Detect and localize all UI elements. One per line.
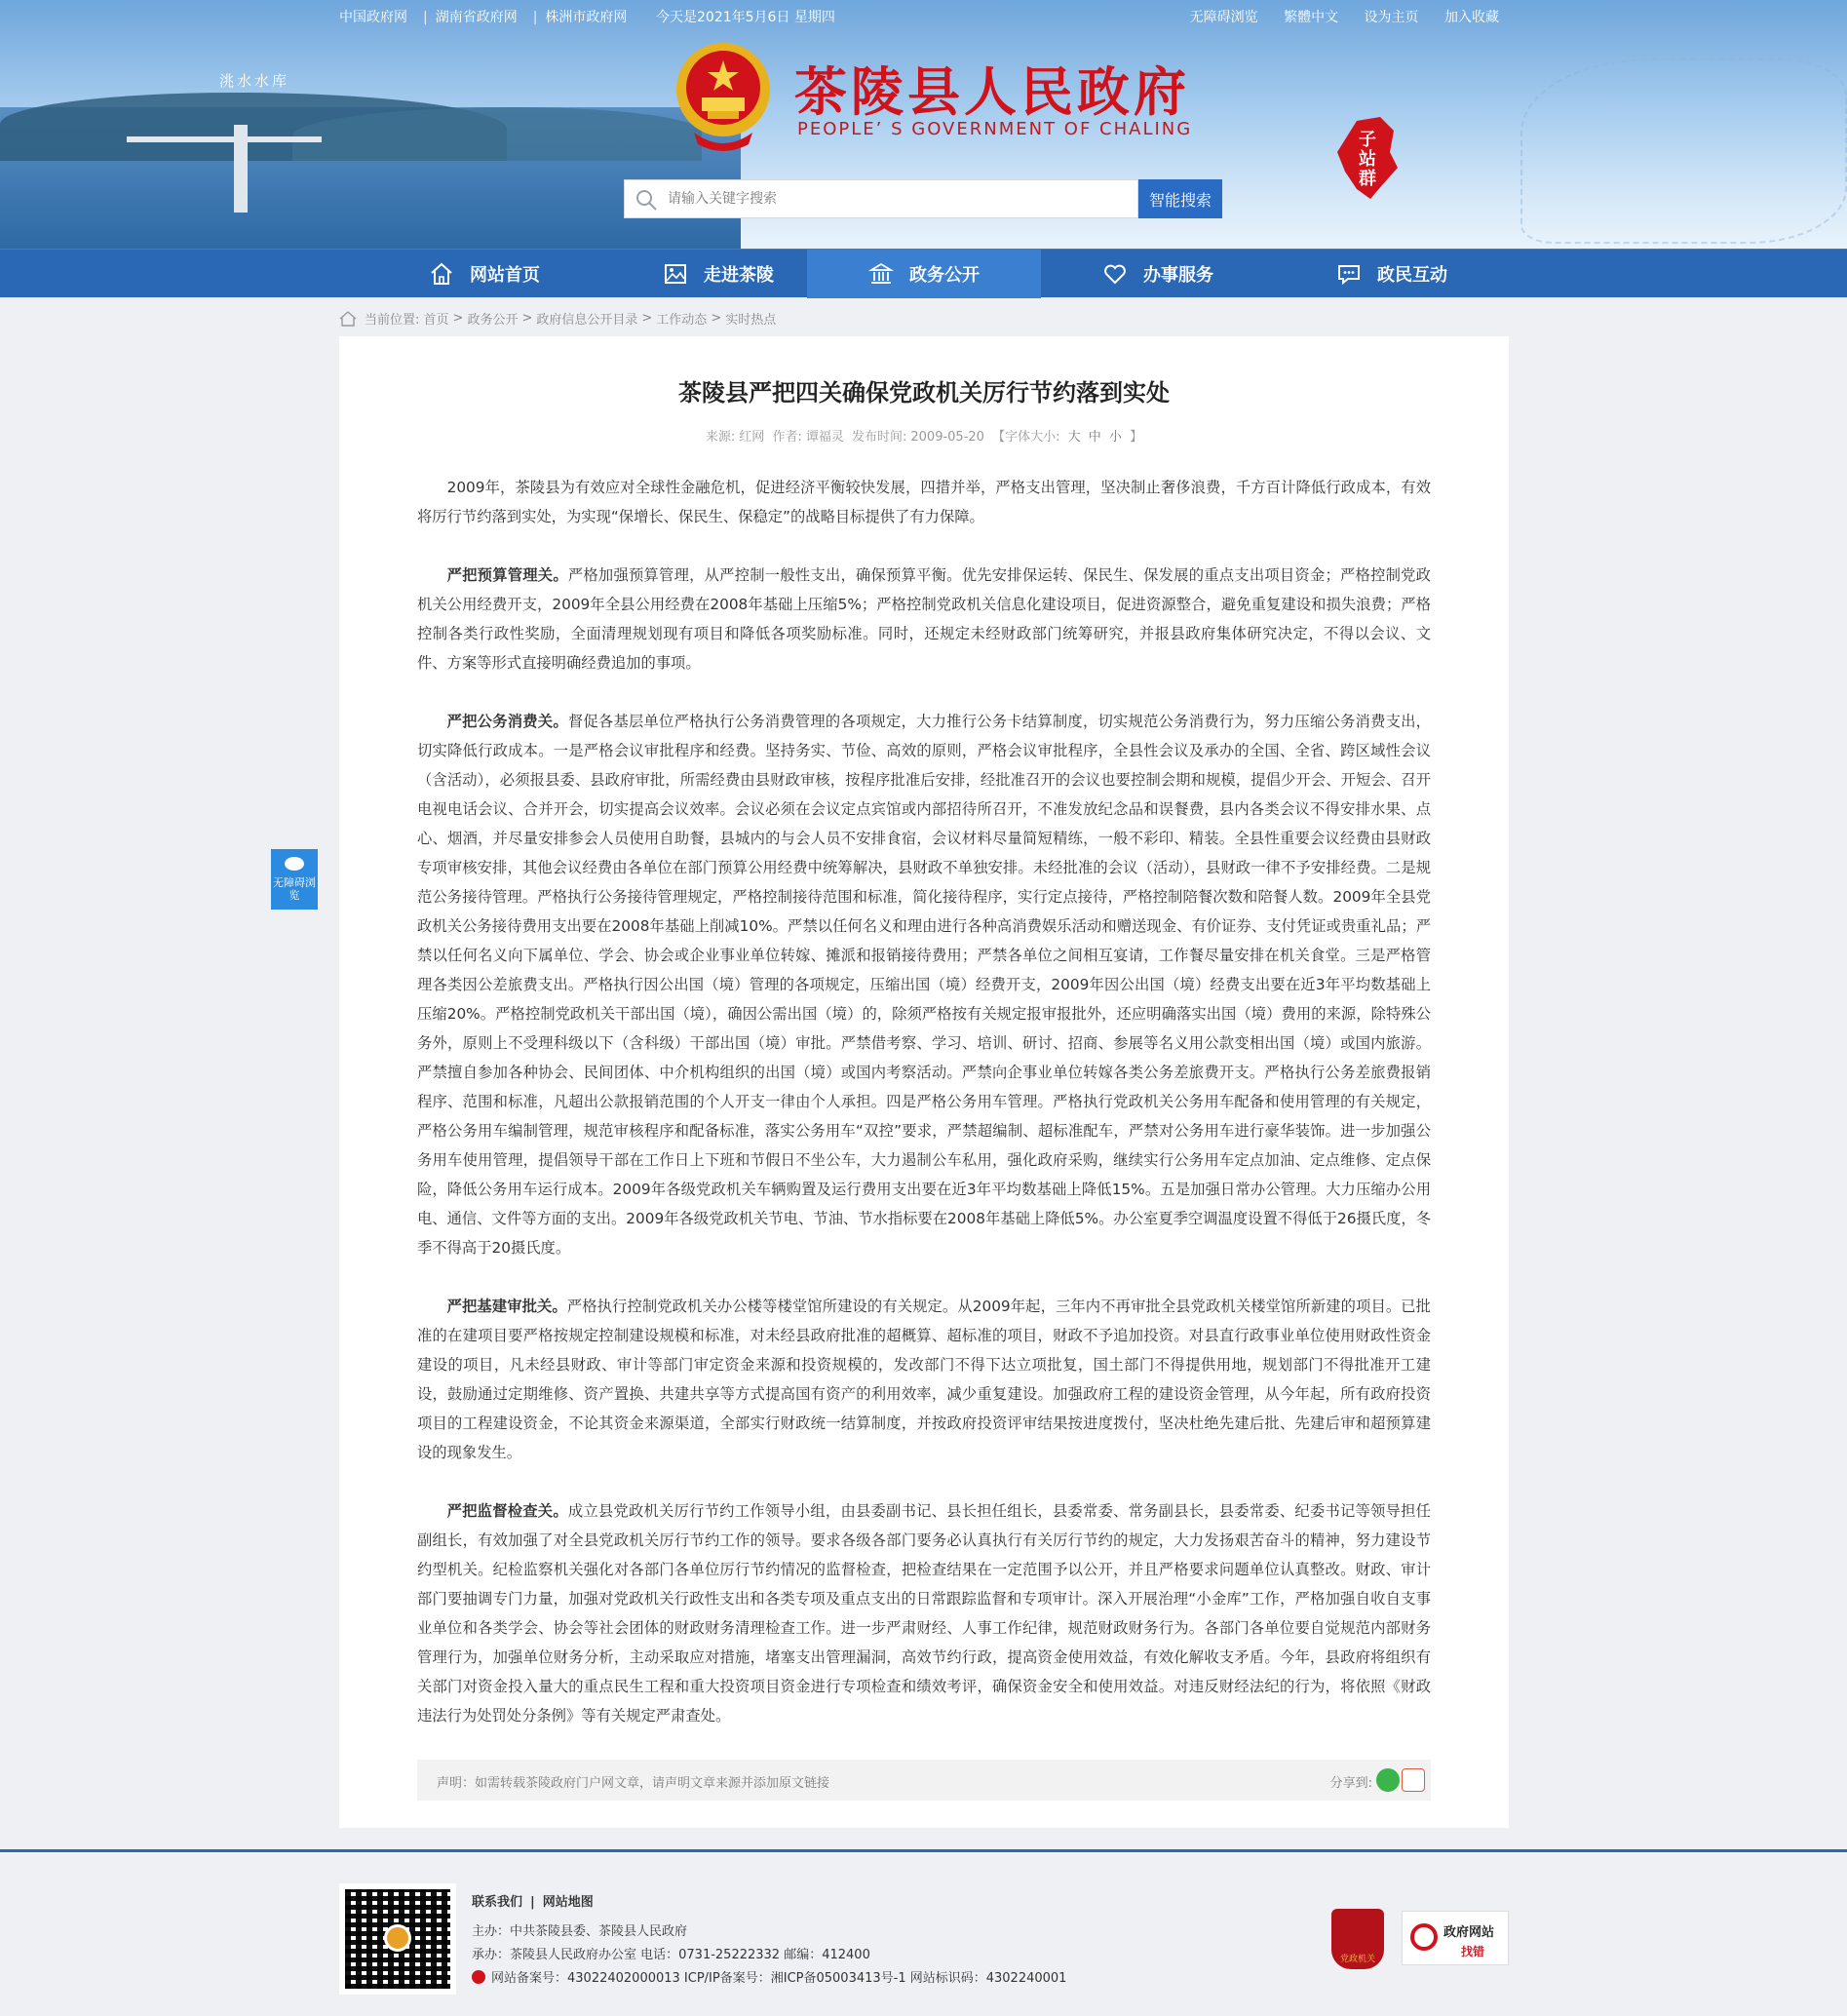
nav-label: 走进茶陵 [704, 265, 774, 286]
reprint-notice [417, 1760, 1431, 1801]
breadcrumb-item[interactable]: 首页 [423, 313, 449, 328]
breadcrumb-separator: > [452, 311, 464, 326]
paragraph-text: 严格执行控制党政机关办公楼等楼堂馆所建设的有关规定。从2009年起，三年内不再审批全县党政机关楼堂馆所新建的项目。已批准的在建项目要严格按规定控制建设规模和标准，对未经县政府批准的超概算、超标准的项目，财政不予追加投资。对县直行政事业单位使用财政性资金建设的项目，凡未经县财政、审计等部门审定资金来源和投资规模的，发改部门不得下达立项批复，国土部门不得提供用地，规划部门不得批准开工建设，鼓励通过定期维修、资产置换、共建共享等方式提高国有资产的利用效率，减少重复建设。加强政府工程的建设资金管理，从今年起，所有政府投资项目的工程建设资金，不论其资金来源渠道，全部实行财政统一结算制度，并按政府投资评审结果按进度拨付，坚决杜绝先建后批、先建后审和超预算建设的现象发生。 [417, 1298, 1431, 1461]
nav-label: 政民互动 [1377, 265, 1447, 286]
search-box [624, 179, 1138, 218]
author-value: 谭福灵 [805, 430, 844, 445]
paragraph-lead: 严把监督检查关。 [446, 1502, 568, 1520]
footer-organizer: 承办：茶陵县人民政府办公室 电话：0731-25222332 邮编：412400 [472, 1948, 870, 1962]
nav-label: 办事服务 [1143, 265, 1213, 286]
top-links [339, 7, 635, 26]
article-paragraph [417, 707, 1431, 1262]
footer-record-text: 网站备案号：43022402000013 ICP/IP备案号：湘ICP备05003413号-1 网站标识码：4302240001 [491, 1971, 1067, 1986]
top-right-links [1169, 7, 1499, 26]
sitemap-link[interactable]: 网站地图 [542, 1895, 594, 1910]
article-paragraph [417, 561, 1431, 678]
nav-item-about-chaling[interactable] [601, 250, 835, 298]
breadcrumb-item[interactable]: 实时热点 [725, 313, 777, 328]
source-value: 红网 [739, 430, 765, 445]
paragraph-lead: 严把基建审批关。 [446, 1298, 567, 1315]
header-dam-tower [234, 125, 248, 213]
top-bar [339, 7, 1509, 26]
accessibility-link[interactable]: 无障碍浏览 [1189, 10, 1258, 25]
divider: | [532, 10, 538, 25]
footer-record [472, 1967, 1066, 1986]
police-badge-icon [472, 1970, 485, 1984]
header-mountain [292, 107, 702, 161]
magnifier-icon [1410, 1923, 1438, 1951]
speech-bubble-icon [285, 857, 304, 871]
paragraph-text: 督促各基层单位严格执行公务消费管理的各项规定，大力推行公务卡结算制度，切实规范公务消费行为，努力压缩公务消费支出，切实降低行政成本。一是严格会议审批程序和经费。坚持务实、节俭、高效的原则，严格会议审批程序，全县性会议及承办的全国、全省、跨区域性会议（含活动），必须报县委、县政府审批，所需经费由县财政审核，按程序批准后安排，经批准召开的会议也要控制会期和规模，提倡少开会、开短会、召开电视电话会议、合并开会，切实提高会议效率。会议必须在会议定点宾馆或内部招待所召开，不准发放纪念品和误餐费，县内各类会议不得安排水果、点心、烟酒，并尽量安排参会人员使用自助餐，县城内的与会人员不安排食宿，会议材料尽量简短精练，一般不彩印、精装。全县性重要会议经费由县财政专项审核安排，其他会议经费由各单位在部门预算公用经费中统筹解决，县财政不单独安排。未经批准的会议（活动），县财政一律不予安排经费。二是规范公务接待管理。严格执行公务接待管理规定，严格控制接待范围和标准，简化接待程序，实行定点接待，严格控制陪餐次数和陪餐人数。2009年全县党政机关公务接待费用支出要在2008年基础上削减10%。严禁以任何名义和理由进行各种高消费娱乐活动和赠送现金、有价证券、支付凭证或贵重礼品；严禁以任何名义向下属单位、学会、协会或企业事业单位转嫁、摊派和报销接待费用；严禁各单位之间相互宴请，工作餐尽量安排在机关食堂。三是严格管理各类因公差旅费支出。严格执行因公出国（境）管理的各项规定，压缩出国（境）经费开支，2009年因公出国（境）经费支出要在近3年平均数基础上压缩20%。严格控制党政机关干部出国（境），确因公需出国（境）的，除须严格按有关规定报审报批外，还应明确落实出国（境）费用的来源，除特殊公务外，原则上不受理科级以下（含科级）干部出国（境）审批。严禁借考察、学习、培训、研讨、招商、参展等名义用公款变相出国（境）或国内旅游。严禁擅自参加各种协会、民间团体、中介机构组织的出国（境）或国内考察活动。严禁向企事业单位转嫁各类公务差旅费开支。严格执行公务差旅费报销程序、范围和标准，凡超出公款报销范围的个人开支一律由个人承担。四是严格公务用车管理。严格执行党政机关公务用车配备和使用管理的有关规定，严格公务用车编制管理，规范审核程序和配备标准，落实公务用车“双控”要求，严禁超编制、超标准配车，严禁对公务用车进行豪华装饰。进一步加强公务用车使用管理，提倡领导干部在工作日上下班和节假日不坐公车，大力遏制公车私用，强化政府采购，继续实行公务用车定点加油、定点维修、定点保险，降低公务用车运行成本。2009年各级党政机关车辆购置及运行费用支出要在近3年平均数基础上降低15%。五是加强日常办公管理。大力压缩办公用电、通信、文件等方面的支出。2009年各级党政机关节电、节油、节水指标要在2008年基础上降低5%。办公室夏季空调温度设置不得低于26摄氏度，冬季不得高于20摄氏度。 [417, 713, 1431, 1257]
accessibility-float-button[interactable] [271, 849, 318, 910]
gov-site-error-report-badge[interactable] [1402, 1911, 1509, 1965]
wechat-share-icon[interactable] [1376, 1768, 1400, 1792]
font-size-medium[interactable]: 中 [1088, 430, 1101, 445]
breadcrumb-item[interactable]: 政府信息公开目录 [536, 313, 638, 328]
author-label: 作者: [772, 430, 802, 445]
site-title: 茶陵县人民政府 [794, 60, 1190, 123]
font-size-label: 【字体大小: [992, 430, 1060, 445]
notice-text: 声明：如需转载茶陵政府门户网文章，请声明文章来源并添加原文链接 [437, 1776, 830, 1791]
nav-item-home[interactable] [367, 250, 601, 298]
contact-us-link[interactable]: 联系我们 [472, 1895, 523, 1910]
nav-item-services[interactable] [1041, 250, 1275, 298]
nav-item-gov-affairs[interactable] [807, 250, 1041, 298]
header-map-outline [1520, 58, 1847, 244]
divider: | [530, 1895, 535, 1910]
breadcrumb [339, 309, 776, 328]
top-link-hunan[interactable]: 湖南省政府网 [435, 10, 518, 25]
source-label: 来源: [705, 430, 736, 445]
today-date: 今天是2021年5月6日 星期四 [656, 10, 835, 25]
top-link-zhuzhou[interactable]: 株洲市政府网 [545, 10, 628, 25]
article-paragraph [417, 473, 1431, 531]
nav-label: 网站首页 [470, 265, 540, 286]
weibo-share-icon[interactable] [1402, 1768, 1425, 1792]
breadcrumb-item[interactable]: 政务公开 [467, 313, 519, 328]
footer-host: 主办：中共茶陵县委、茶陵县人民政府 [472, 1924, 688, 1939]
nav-label: 政务公开 [909, 265, 980, 286]
party-gov-badge-label: 党政机关 [1339, 1955, 1375, 1964]
lake-label: 洮水水库 [219, 72, 290, 90]
paragraph-lead: 严把公务消费关。 [446, 713, 568, 730]
header-dam-bridge [127, 136, 322, 142]
paragraph-text: 严格加强预算管理，从严控制一般性支出，确保预算平衡。优先安排保运转、保民生、保发展的重点支出项目资金；严格控制党政机关公用经费开支，2009年全县公用经费在2008年基础上压缩5%；严格控制党政机关信息化建设项目，促进资源整合，避免重复建设和损失浪费；严格控制各类行政性奖励，全面清理规划现有项目和降低各项奖励标准。同时，还规定未经财政部门统筹研究，并报县政府集体研究决定，不得以会议、文件、方案等形式直接明确经费追加的事项。 [417, 566, 1431, 672]
home-icon [339, 311, 357, 327]
subsites-label[interactable]: 子站群 [1359, 130, 1376, 189]
search-input[interactable] [668, 180, 1126, 217]
smart-search-button[interactable]: 智能搜索 [1138, 179, 1222, 218]
article-body [417, 473, 1431, 1760]
divider: | [423, 10, 428, 25]
site-footer [0, 1849, 1847, 2016]
home-icon [429, 261, 454, 287]
paragraph-lead: 严把预算管理关。 [446, 566, 568, 584]
party-gov-badge[interactable] [1331, 1909, 1384, 1969]
article-meta [339, 426, 1509, 445]
heart-icon [1102, 261, 1128, 287]
share-label: 分享到: [1329, 1776, 1372, 1791]
breadcrumb-item[interactable]: 工作动态 [656, 313, 708, 328]
add-favorite-link[interactable]: 加入收藏 [1444, 10, 1499, 25]
paragraph-text: 2009年，茶陵县为有效应对全球性金融危机，促进经济平衡较快发展，四措并举，严格支出管理，坚决制止奢侈浪费，千方百计降低行政成本，有效将厉行节约落到实处，为实现“保增长、保民生、保稳定”的战略目标提供了有力保障。 [417, 479, 1431, 525]
footer-links [472, 1891, 594, 1910]
article-paragraph [417, 1496, 1431, 1730]
main-nav [0, 249, 1847, 297]
top-link-gov-cn[interactable]: 中国政府网 [339, 10, 407, 25]
nav-item-interaction[interactable] [1275, 250, 1509, 298]
search-icon [635, 188, 658, 212]
font-size-close: 】 [1130, 430, 1143, 445]
publish-date: 2009-05-20 [910, 430, 984, 445]
date-label: 发布时间: [851, 430, 907, 445]
paragraph-text: 成立县党政机关厉行节约工作领导小组，由县委副书记、县长担任组长，县委常委、常务副县长，县委常委、纪委书记等领导担任副组长，有效加强了对全县党政机关厉行节约工作的领导。要求各级各部门要务必认真执行有关厉行节约的规定，大力发扬艰苦奋斗的精神，努力建设节约型机关。纪检监察机关强化对各部门各单位厉行节约情况的监督检查，把检查结果在一定范围予以公开，并且严格要求问题单位认真整改。财政、审计部门要抽调专门力量，加强对党政机关行政性支出和各类专项及重点支出的日常跟踪监督和专项审计。深入开展治理“小金库”工作，严格加强自收自支事业单位和各类学会、协会等社会团体的财政财务清理检查工作。进一步严肃财经、人事工作纪律，规范财政财务行为。各部门各单位要自觉规范内部财务管理行为，加强单位财务分析，主动采取应对措施，堵塞支出管理漏洞，高效节约行政，提高资金使用效益，有效化解收支矛盾。今年，县政府将组织有关部门对资金投入量大的重点民生工程和重大投资项目资金进行专项检查和绩效考评，确保资金安全和使用效益。对违反财经法纪的行为，将依照《财政违法行为处罚处分条例》等有关规定严肃查处。 [417, 1502, 1431, 1725]
article-paragraph [417, 1292, 1431, 1467]
traditional-chinese-link[interactable]: 繁體中文 [1284, 10, 1339, 25]
qr-code [339, 1883, 456, 1995]
qr-logo-icon [384, 1924, 411, 1952]
breadcrumb-separator: > [711, 311, 722, 326]
site-header [0, 0, 1847, 249]
article-title: 茶陵县严把四关确保党政机关厉行节约落到实处 [678, 379, 1170, 407]
breadcrumb-separator: > [641, 311, 653, 326]
accessibility-float-label: 无障碍浏览 [273, 876, 316, 902]
set-homepage-link[interactable]: 设为主页 [1364, 10, 1419, 25]
qr-code-pattern [345, 1889, 450, 1989]
picture-icon [663, 261, 688, 287]
site-subtitle: PEOPLE’ S GOVERNMENT OF CHALING [797, 119, 1193, 139]
breadcrumb-prefix: 当前位置: [365, 313, 420, 328]
article [339, 336, 1509, 1828]
error-badge-title: 政府网站 [1443, 1925, 1495, 1940]
national-emblem-icon [673, 39, 774, 154]
chat-icon [1336, 261, 1362, 287]
font-size-large[interactable]: 大 [1067, 430, 1081, 445]
font-size-small[interactable]: 小 [1108, 430, 1122, 445]
government-building-icon [868, 261, 894, 287]
error-badge-sub: 找错 [1461, 1945, 1485, 1958]
breadcrumb-separator: > [521, 311, 533, 326]
